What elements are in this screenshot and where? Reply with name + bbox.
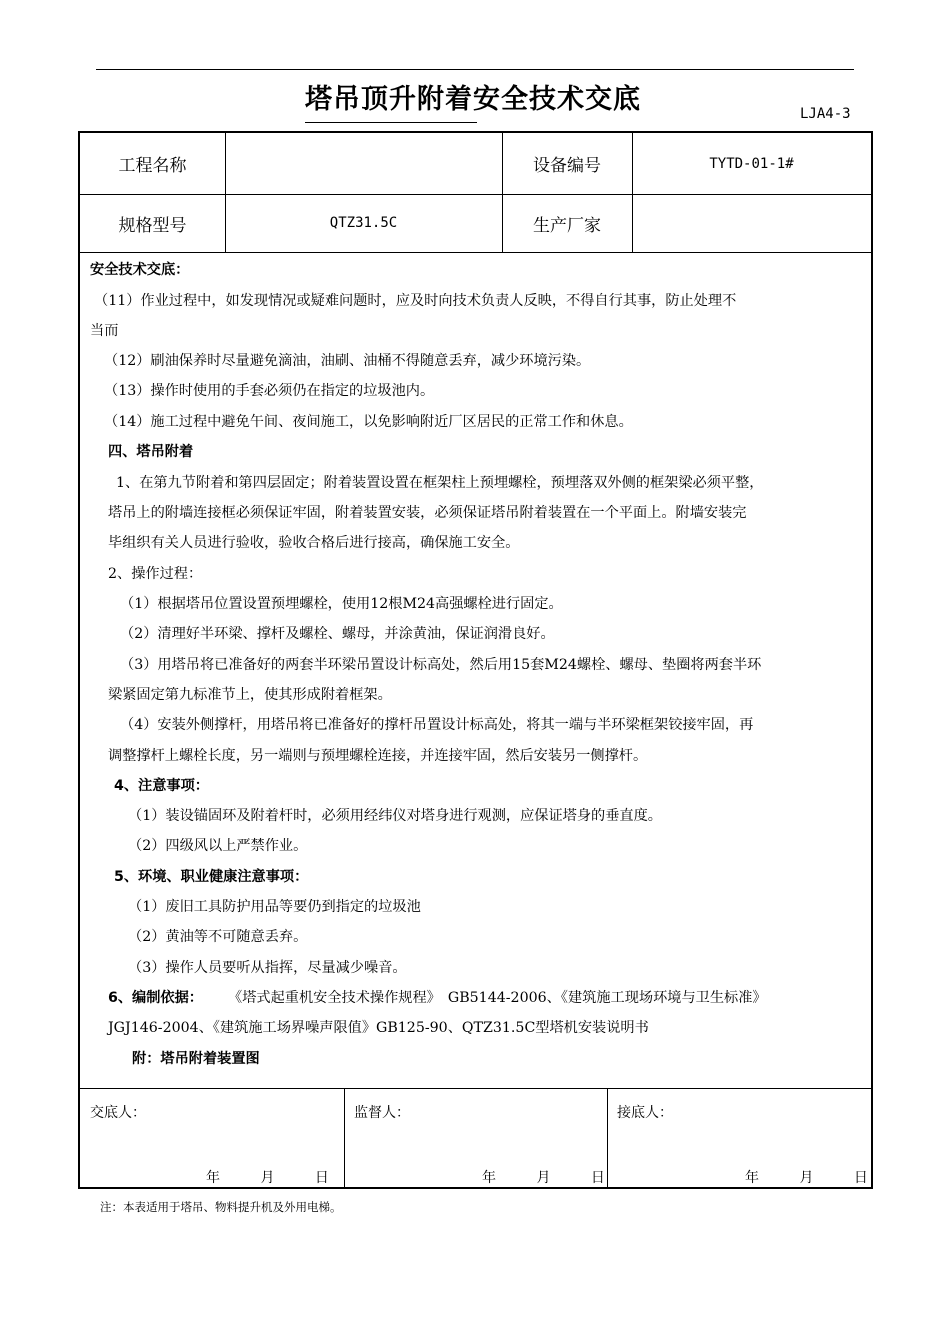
project-name-value	[225, 133, 502, 194]
device-no-value: TYTD-01-1#	[709, 155, 794, 172]
content-line: （1）废旧工具防护用品等要仍到指定的垃圾池	[128, 899, 421, 915]
content-line: （12）刷油保养时尽量避免滴油，油刷、油桶不得随意丢弃，减少环境污染。	[104, 353, 591, 369]
content-line: （11）作业过程中，如发现情况或疑难问题时，应及时向技术负责人反映，不得自行其事，防止处理不	[94, 293, 737, 309]
grid-line	[80, 252, 871, 253]
discloser-date	[206, 1167, 329, 1187]
content-line: 毕组织有关人员进行验收，验收合格后进行接高，确保施工安全。	[108, 535, 520, 551]
manufacturer-value	[632, 194, 871, 252]
discloser-label: 交底人：	[90, 1105, 146, 1121]
day-label: 日	[590, 1170, 605, 1186]
month-label: 月	[799, 1170, 814, 1186]
section-heading: 四、塔吊附着	[108, 444, 194, 460]
model-value: QTZ31.5C	[329, 215, 398, 231]
content-line: （3）用塔吊将已准备好的两套半环梁吊置设计标高处，然后用15套M24螺栓、螺母、垫圈将两套半环	[120, 657, 762, 673]
form-code: LJA4-3	[800, 106, 851, 122]
receiver-label: 接底人：	[617, 1105, 673, 1121]
content-line: （2）黄油等不可随意丢弃。	[128, 929, 308, 945]
content-heading: 安全技术交底：	[90, 262, 190, 278]
content-line: 梁紧固定第九标准节上，使其形成附着框架。	[108, 687, 392, 703]
supervisor-date	[482, 1167, 605, 1187]
content-line: （3）操作人员要听从指挥，尽量减少噪音。	[128, 960, 407, 976]
discloser-cell	[80, 1088, 344, 1187]
content-line: （2）四级风以上严禁作业。	[128, 838, 308, 854]
content-line: 2、操作过程：	[108, 566, 203, 582]
page-title: 塔吊顶升附着安全技术交底	[305, 84, 641, 115]
content-line: 当而	[90, 323, 119, 339]
manufacturer-label: 生产厂家	[533, 215, 601, 236]
project-name-label: 工程名称	[118, 156, 187, 176]
year-label: 年	[482, 1170, 496, 1186]
appendix-line: 附：塔吊附着装置图	[132, 1051, 260, 1067]
supervisor-cell	[344, 1088, 607, 1187]
content-line: （14）施工过程中避免午间、夜间施工，以免影响附近厂区居民的正常工作和休息。	[104, 414, 633, 430]
day-label: 日	[853, 1170, 868, 1186]
year-label: 年	[206, 1170, 220, 1186]
footer-note: 注：本表适用于塔吊、物料提升机及外用电梯。	[100, 1200, 342, 1214]
model-label: 规格型号	[118, 215, 187, 236]
section-heading: 4、注意事项：	[114, 778, 209, 794]
content-line: （1）根据塔吊位置设置预埋螺栓，使用12根M24高强螺栓进行固定。	[120, 596, 563, 612]
content-line: JGJ146-2004、《建筑施工场界噪声限值》GB125-90、QTZ31.5C型塔机安装说明书	[108, 1020, 649, 1036]
day-label: 日	[314, 1170, 329, 1186]
device-no-label: 设备编号	[533, 156, 601, 176]
top-rule	[96, 69, 854, 70]
section-heading: 6、编制依据：	[108, 990, 203, 1006]
content-line: 1、在第九节附着和第四层固定；附着装置设置在框架柱上预埋螺栓，预埋落双外侧的框架梁必须平整，	[116, 475, 764, 491]
receiver-cell	[607, 1088, 871, 1187]
receiver-date	[745, 1167, 868, 1187]
content-line: （13）操作时使用的手套必须仍在指定的垃圾池内。	[104, 383, 435, 399]
title-underline	[305, 122, 477, 123]
section-heading: 5、环境、职业健康注意事项：	[114, 869, 309, 885]
content-line: （1）装设锚固环及附着杆时，必须用经纬仪对塔身进行观测，应保证塔身的垂直度。	[128, 808, 662, 824]
content-line: （4）安装外侧撑杆，用塔吊将已准备好的撑杆吊置设计标高处，将其一端与半环梁框架铰接牢固，再	[120, 717, 754, 733]
disclosure-form	[78, 131, 873, 1189]
year-label: 年	[745, 1170, 759, 1186]
month-label: 月	[260, 1170, 275, 1186]
content-line: 《塔式起重机安全技术操作规程》 GB5144-2006、《建筑施工现场环境与卫生标准》	[228, 990, 767, 1006]
content-line: 调整撑杆上螺栓长度，另一端则与预埋螺栓连接，并连接牢固，然后安装另一侧撑杆。	[108, 748, 648, 764]
supervisor-label: 监督人：	[354, 1105, 410, 1121]
content-line: 塔吊上的附墙连接框必须保证牢固，附着装置安装，必须保证塔吊附着装置在一个平面上。附墙安装完	[108, 505, 747, 521]
month-label: 月	[536, 1170, 551, 1186]
content-line: （2）清理好半环梁、撑杆及螺栓、螺母，并涂黄油，保证润滑良好。	[120, 626, 555, 642]
